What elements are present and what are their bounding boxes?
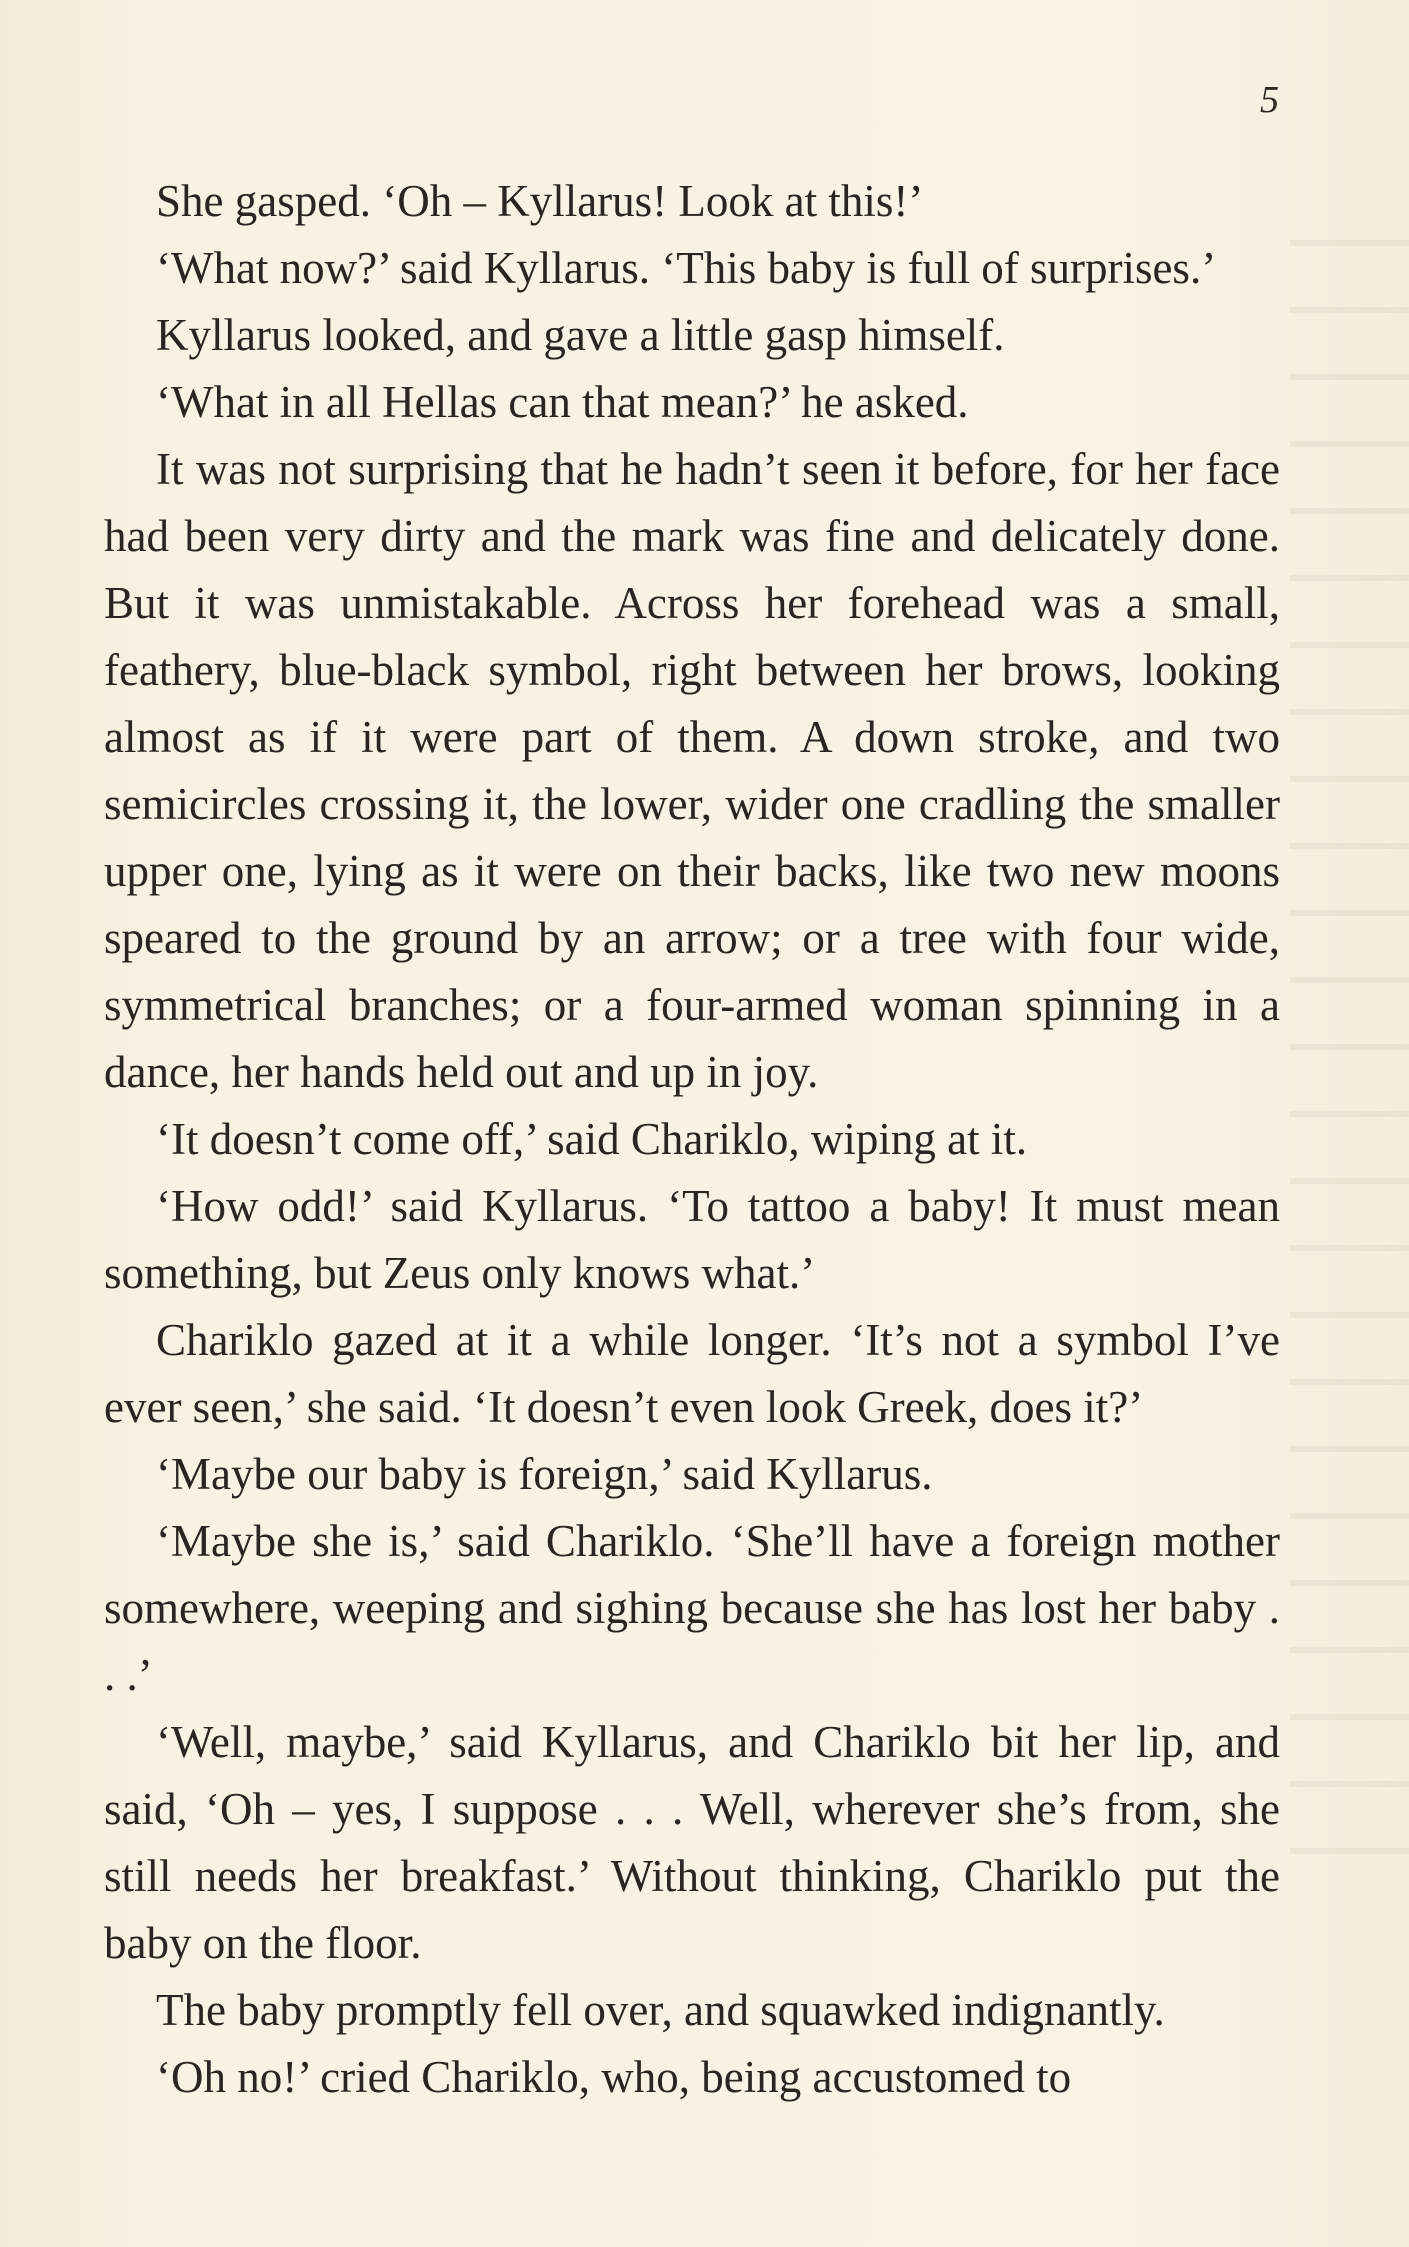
body-text: [104, 168, 1280, 2111]
paragraph: ‘How odd!’ said Kyllarus. ‘To tattoo a baby! It must mean something, but Zeus only knows what.’: [104, 1181, 1280, 1298]
paragraph: ‘Maybe she is,’ said Chariklo. ‘She’ll have a foreign mother somewhere, weeping and sighing because she has lost her baby . . .’: [104, 1516, 1280, 1700]
paragraph: ‘What in all Hellas can that mean?’ he asked.: [156, 377, 969, 427]
paragraph: ‘Maybe our baby is foreign,’ said Kyllarus.: [156, 1449, 933, 1499]
paragraph: She gasped. ‘Oh – Kyllarus! Look at this!’: [156, 176, 924, 226]
paragraph: ‘What now?’ said Kyllarus. ‘This baby is full of surprises.’: [156, 243, 1217, 293]
paragraph: ‘It doesn’t come off,’ said Chariklo, wiping at it.: [156, 1114, 1028, 1164]
paragraph: Kyllarus looked, and gave a little gasp himself.: [156, 310, 1005, 360]
page-number: 5: [1260, 79, 1279, 121]
paragraph: ‘Oh no!’ cried Chariklo, who, being accustomed to: [156, 2052, 1072, 2102]
paragraph: ‘Well, maybe,’ said Kyllarus, and Chariklo bit her lip, and said, ‘Oh – yes, I suppose . . . Well, wherever she’s from, she still needs her breakfast.’ Without thinking, Chariklo put the baby on the floor.: [104, 1717, 1280, 1968]
paragraph: It was not surprising that he hadn’t seen it before, for her face had been very dirty and the mark was fine and delicately done. But it was unmistakable. Across her forehead was a small, feathery, blue-black symbol, right between her brows, looking almost as if it were part of them. A down stroke, and two semicircles crossing it, the lower, wider one cradling the smaller upper one, lying as it were on their backs, like two new moons speared to the ground by an arrow; or a tree with four wide, symmetrical branches; or a four-armed woman spinning in a dance, her hands held out and up in joy.: [104, 444, 1280, 1097]
paragraph: Chariklo gazed at it a while longer. ‘It’s not a symbol I’ve ever seen,’ she said. ‘It doesn’t even look Greek, does it?’: [104, 1315, 1280, 1432]
bleed-through-shadow: [1290, 200, 1409, 1900]
paragraph: The baby promptly fell over, and squawked indignantly.: [156, 1985, 1165, 2035]
